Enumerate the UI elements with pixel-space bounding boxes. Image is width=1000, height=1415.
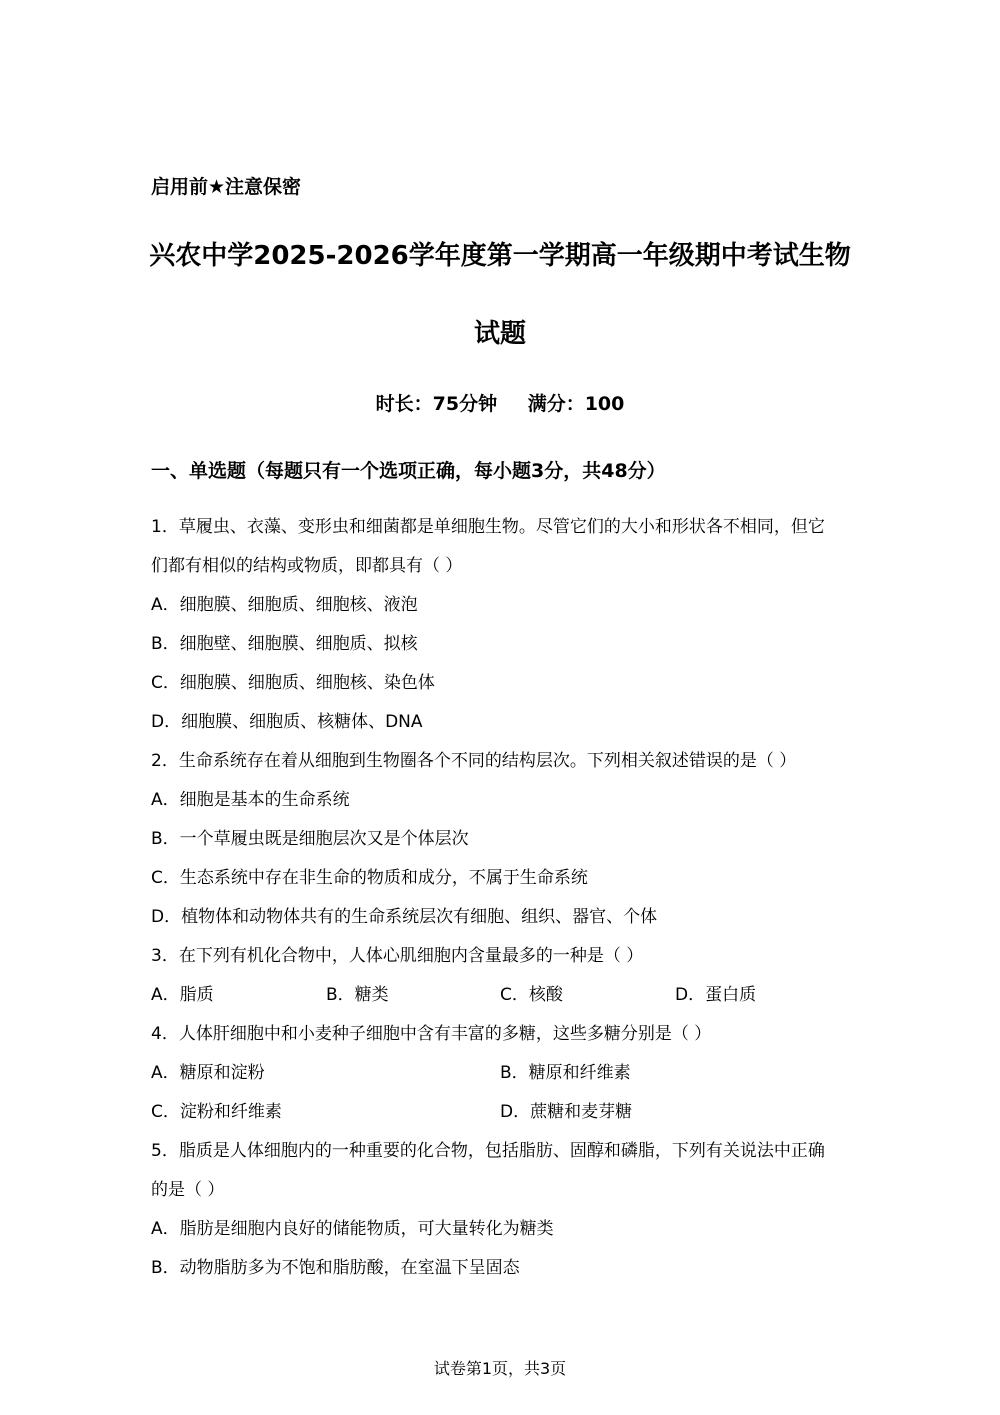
question-5-option-a: A．脂肪是细胞内良好的储能物质，可大量转化为糖类	[151, 1219, 554, 1239]
question-1-stem: 1．草履虫、衣藻、变形虫和细菌都是单细胞生物。尽管它们的大小和形状各不相同，但它	[151, 517, 825, 537]
question-1-option-c: C．细胞膜、细胞质、细胞核、染色体	[151, 673, 435, 693]
question-5-stem-continued: 的是（ ）	[151, 1180, 225, 1200]
question-4-option-d: D．蔗糖和麦芽糖	[500, 1102, 633, 1122]
question-3-option-a: A．脂质	[151, 985, 214, 1005]
exam-duration: 时长：75分钟	[375, 393, 498, 415]
question-1-option-a: A．细胞膜、细胞质、细胞核、液泡	[151, 595, 418, 615]
question-4-stem: 4．人体肝细胞中和小麦种子细胞中含有丰富的多糖，这些多糖分别是（ ）	[151, 1024, 712, 1044]
question-2-option-b: B．一个草履虫既是细胞层次又是个体层次	[151, 829, 469, 849]
question-5-option-b: B．动物脂肪多为不饱和脂肪酸，在室温下呈固态	[151, 1258, 520, 1278]
exam-title-continued: 试题	[473, 319, 526, 349]
question-4-option-b: B．糖原和纤维素	[500, 1063, 631, 1083]
question-2-option-d: D．植物体和动物体共有的生命系统层次有细胞、组织、器官、个体	[151, 907, 658, 927]
question-3-stem: 3．在下列有机化合物中，人体心肌细胞内含量最多的一种是（ ）	[151, 946, 644, 966]
question-1-option-d: D．细胞膜、细胞质、核糖体、DNA	[151, 712, 423, 732]
page-footer: 试卷第1页，共3页	[433, 1359, 567, 1378]
question-1-stem-continued: 们都有相似的结构或物质，即都具有（ ）	[151, 556, 463, 576]
question-3-option-b: B．糖类	[326, 985, 389, 1005]
question-2-stem: 2．生命系统存在着从细胞到生物圈各个不同的结构层次。下列相关叙述错误的是（ ）	[151, 751, 797, 771]
question-2-option-a: A．细胞是基本的生命系统	[151, 790, 350, 810]
question-4-option-c: C．淀粉和纤维素	[151, 1102, 282, 1122]
question-5-stem: 5．脂质是人体细胞内的一种重要的化合物，包括脂肪、固醇和磷脂，下列有关说法中正确	[151, 1141, 825, 1161]
exam-full-score: 满分：100	[527, 393, 625, 415]
question-1-option-b: B．细胞壁、细胞膜、细胞质、拟核	[151, 634, 418, 654]
question-4-option-a: A．糖原和淀粉	[151, 1063, 265, 1083]
question-2-option-c: C．生态系统中存在非生命的物质和成分，不属于生命系统	[151, 868, 588, 888]
exam-meta	[0, 389, 1000, 416]
exam-title: 兴农中学2025-2026学年度第一学期高一年级期中考试生物	[149, 241, 851, 271]
section-title: 一、单选题（每题只有一个选项正确，每小题3分，共48分）	[151, 460, 666, 482]
confidential-notice: 启用前★注意保密	[151, 176, 302, 198]
question-3-option-d: D．蛋白质	[675, 985, 757, 1005]
question-3-option-c: C．核酸	[500, 985, 563, 1005]
